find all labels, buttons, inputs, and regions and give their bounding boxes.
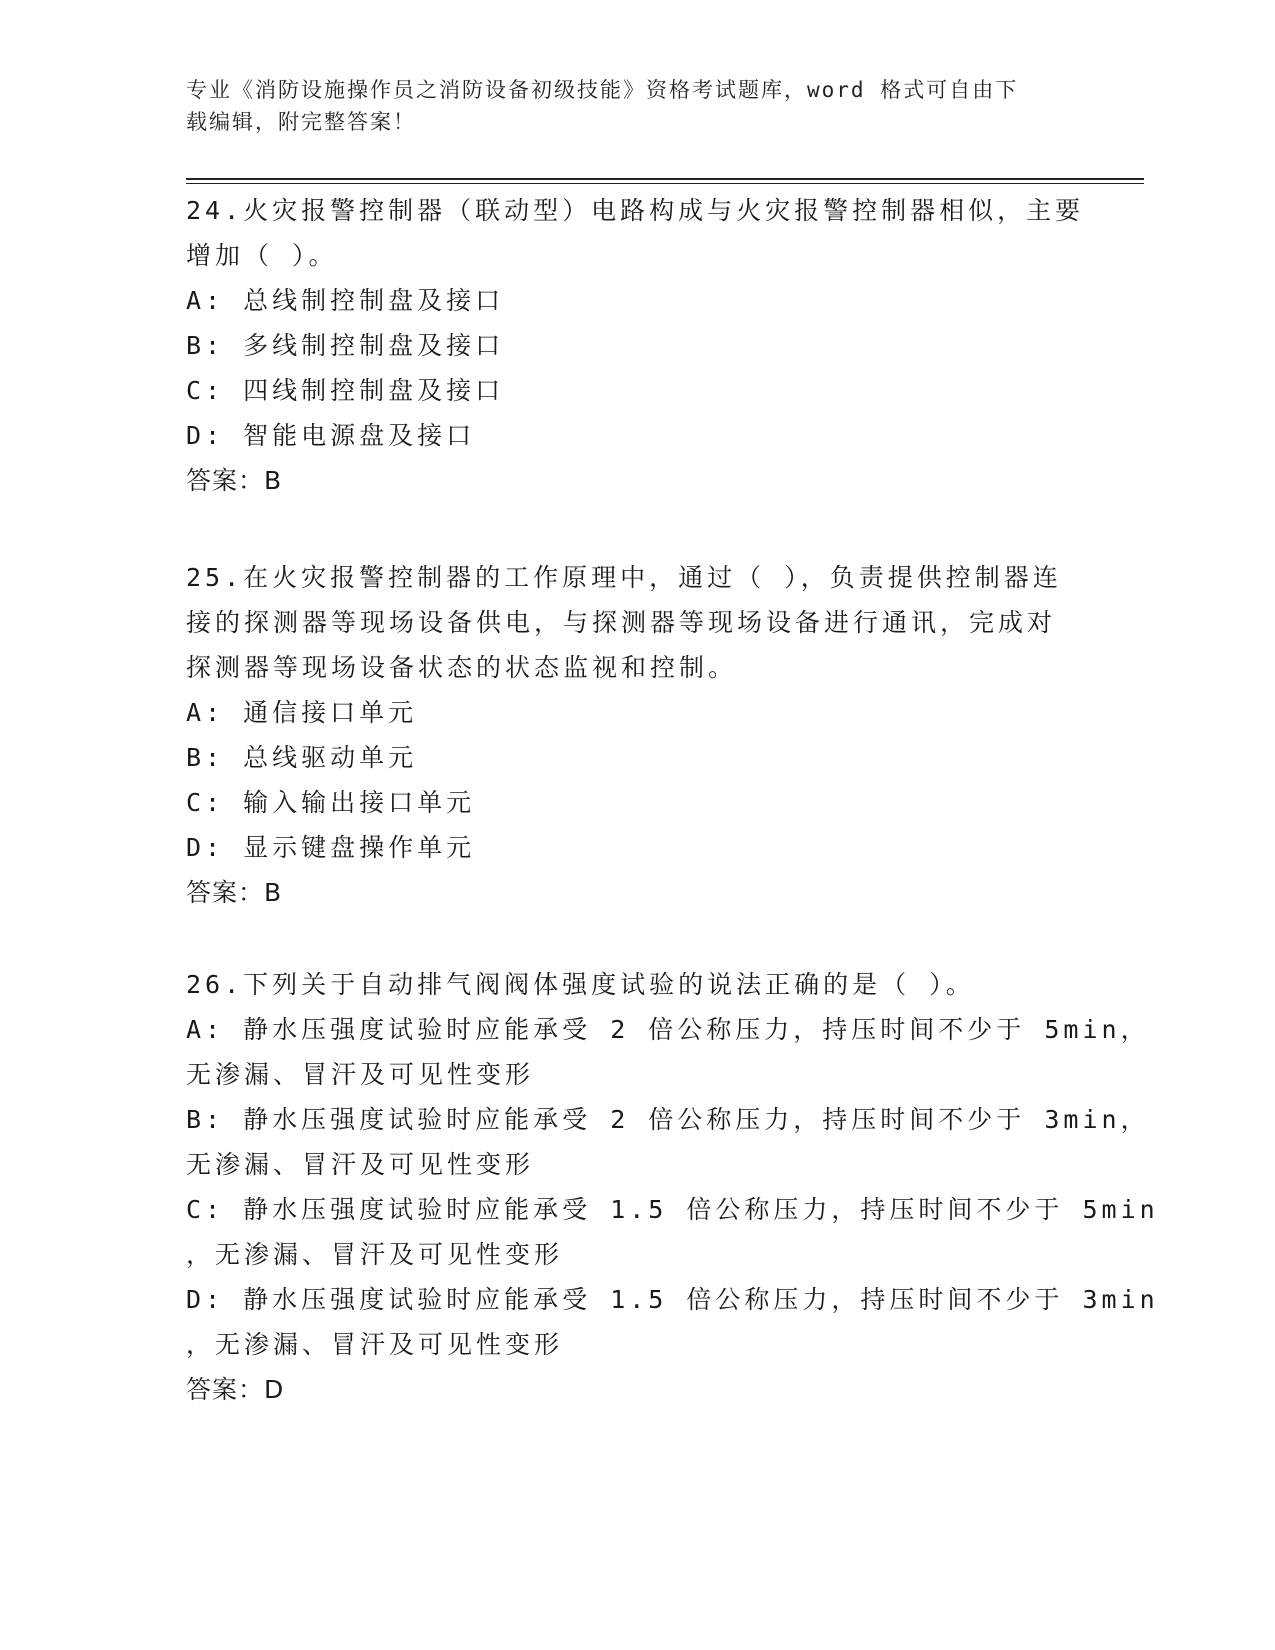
question-25 <box>186 555 1076 915</box>
question-stem-line: 探测器等现场设备状态的状态监视和控制。 <box>186 653 738 682</box>
option-a: A: 通信接口单元 <box>186 698 418 727</box>
option-b-line-2: 无渗漏、冒汗及可见性变形 <box>186 1150 535 1179</box>
answer-label: 答案： <box>186 878 265 907</box>
document-header-note <box>186 74 1076 138</box>
answer-value: D <box>264 1375 285 1404</box>
option-c-line-2: ，无渗漏、冒汗及可见性变形 <box>186 1240 564 1269</box>
question-stem-line: 增加（ ）。 <box>186 241 338 270</box>
option-d-line-1: D: 静水压强度试验时应能承受 1.5 倍公称压力，持压时间不少于 3min <box>186 1285 1159 1314</box>
answer-value: B <box>264 878 283 907</box>
option-b: B: 总线驱动单元 <box>186 743 418 772</box>
answer-value: B <box>264 466 283 495</box>
question-stem-line: 26.下列关于自动排气阀阀体强度试验的说法正确的是（ ）。 <box>186 970 975 999</box>
option-c: C: 四线制控制盘及接口 <box>186 376 505 405</box>
option-c: C: 输入输出接口单元 <box>186 788 476 817</box>
option-a: A: 总线制控制盘及接口 <box>186 286 505 315</box>
question-24 <box>186 188 1085 503</box>
question-stem-line: 25.在火灾报警控制器的工作原理中，通过（ ），负责提供控制器连 <box>186 563 1062 592</box>
option-a-line-1: A: 静水压强度试验时应能承受 2 倍公称压力，持压时间不少于 5min， <box>186 1015 1150 1044</box>
question-26 <box>186 962 1159 1412</box>
header-line-1: 专业《消防设施操作员之消防设备初级技能》资格考试题库，word 格式可自由下 <box>186 78 1019 102</box>
option-d-line-2: ，无渗漏、冒汗及可见性变形 <box>186 1330 564 1359</box>
answer-line <box>186 870 1076 915</box>
option-a-line-2: 无渗漏、冒汗及可见性变形 <box>186 1060 535 1089</box>
answer-label: 答案： <box>186 1375 265 1404</box>
option-d: D: 智能电源盘及接口 <box>186 421 476 450</box>
header-divider-thick <box>186 178 1144 180</box>
option-c-line-1: C: 静水压强度试验时应能承受 1.5 倍公称压力，持压时间不少于 5min <box>186 1195 1159 1224</box>
header-divider-thin <box>186 183 1144 184</box>
question-stem-line: 接的探测器等现场设备供电，与探测器等现场设备进行通讯，完成对 <box>186 608 1057 637</box>
question-stem-line: 24.火灾报警控制器（联动型）电路构成与火灾报警控制器相似，主要 <box>186 196 1085 225</box>
answer-line <box>186 458 1076 503</box>
option-d: D: 显示键盘操作单元 <box>186 833 476 862</box>
option-b: B: 多线制控制盘及接口 <box>186 331 505 360</box>
option-b-line-1: B: 静水压强度试验时应能承受 2 倍公称压力，持压时间不少于 3min， <box>186 1105 1150 1134</box>
header-line-2: 载编辑，附完整答案！ <box>186 110 416 134</box>
answer-line <box>186 1367 1076 1412</box>
answer-label: 答案： <box>186 466 265 495</box>
